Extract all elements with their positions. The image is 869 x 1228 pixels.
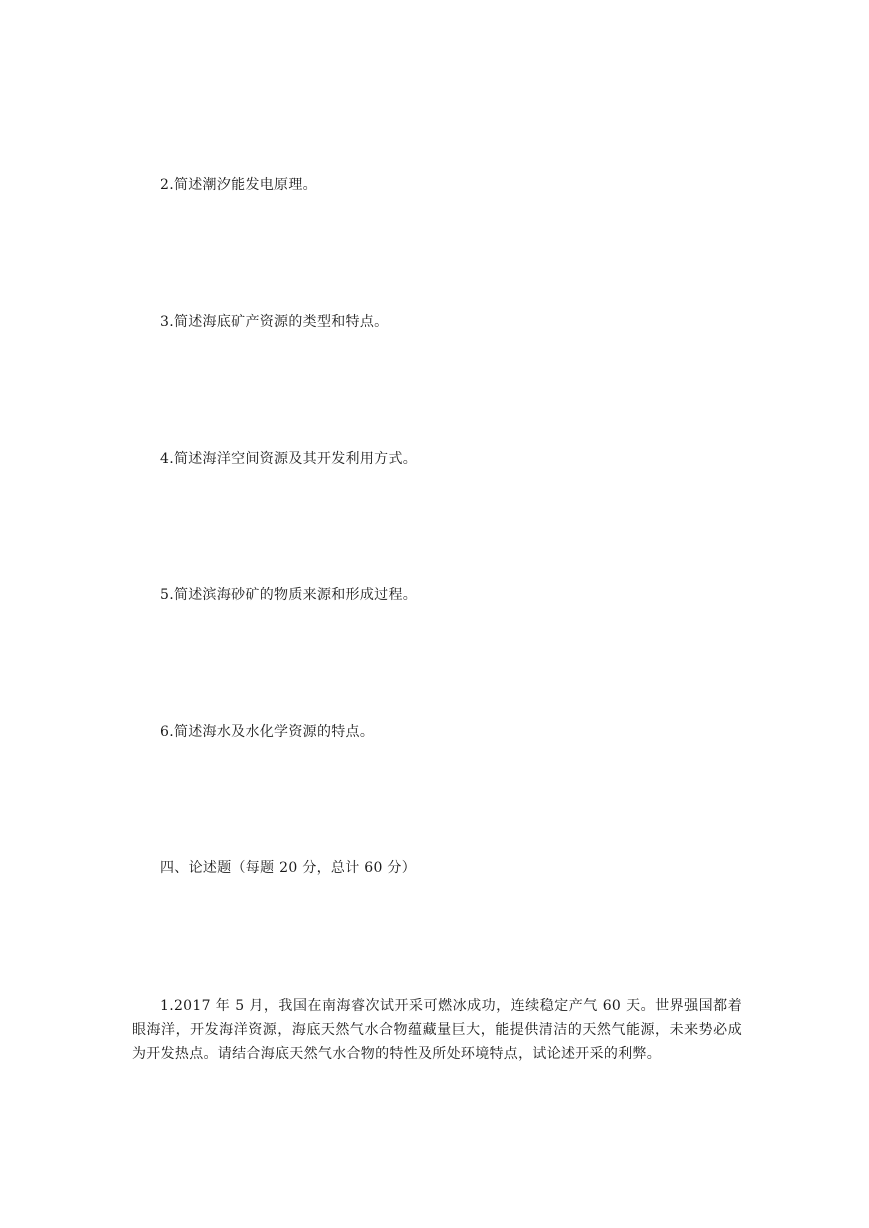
question-3: 3.简述海底矿产资源的类型和特点。: [160, 314, 389, 330]
question-4: 4.简述海洋空间资源及其开发利用方式。: [160, 451, 418, 467]
question-6: 6.简述海水及水化学资源的特点。: [160, 724, 375, 740]
essay-question-1: 1.2017 年 5 月，我国在南海睿次试开采可燃冰成功，连续稳定产气 60 天。世界强国都着眼海洋，开发海洋资源，海底天然气水合物蕴藏量巨大，能提供清洁的天然气能源，未来势必成为开发热点。请结合海底天然气水合物的特性及所处环境特点，试论述开采的利弊。: [132, 998, 742, 1062]
section-heading-essay: 四、论述题（每题 20 分，总计 60 分）: [160, 860, 417, 876]
question-5: 5.简述滨海砂矿的物质来源和形成过程。: [160, 587, 418, 603]
question-2: 2.简述潮汐能发电原理。: [160, 177, 317, 193]
